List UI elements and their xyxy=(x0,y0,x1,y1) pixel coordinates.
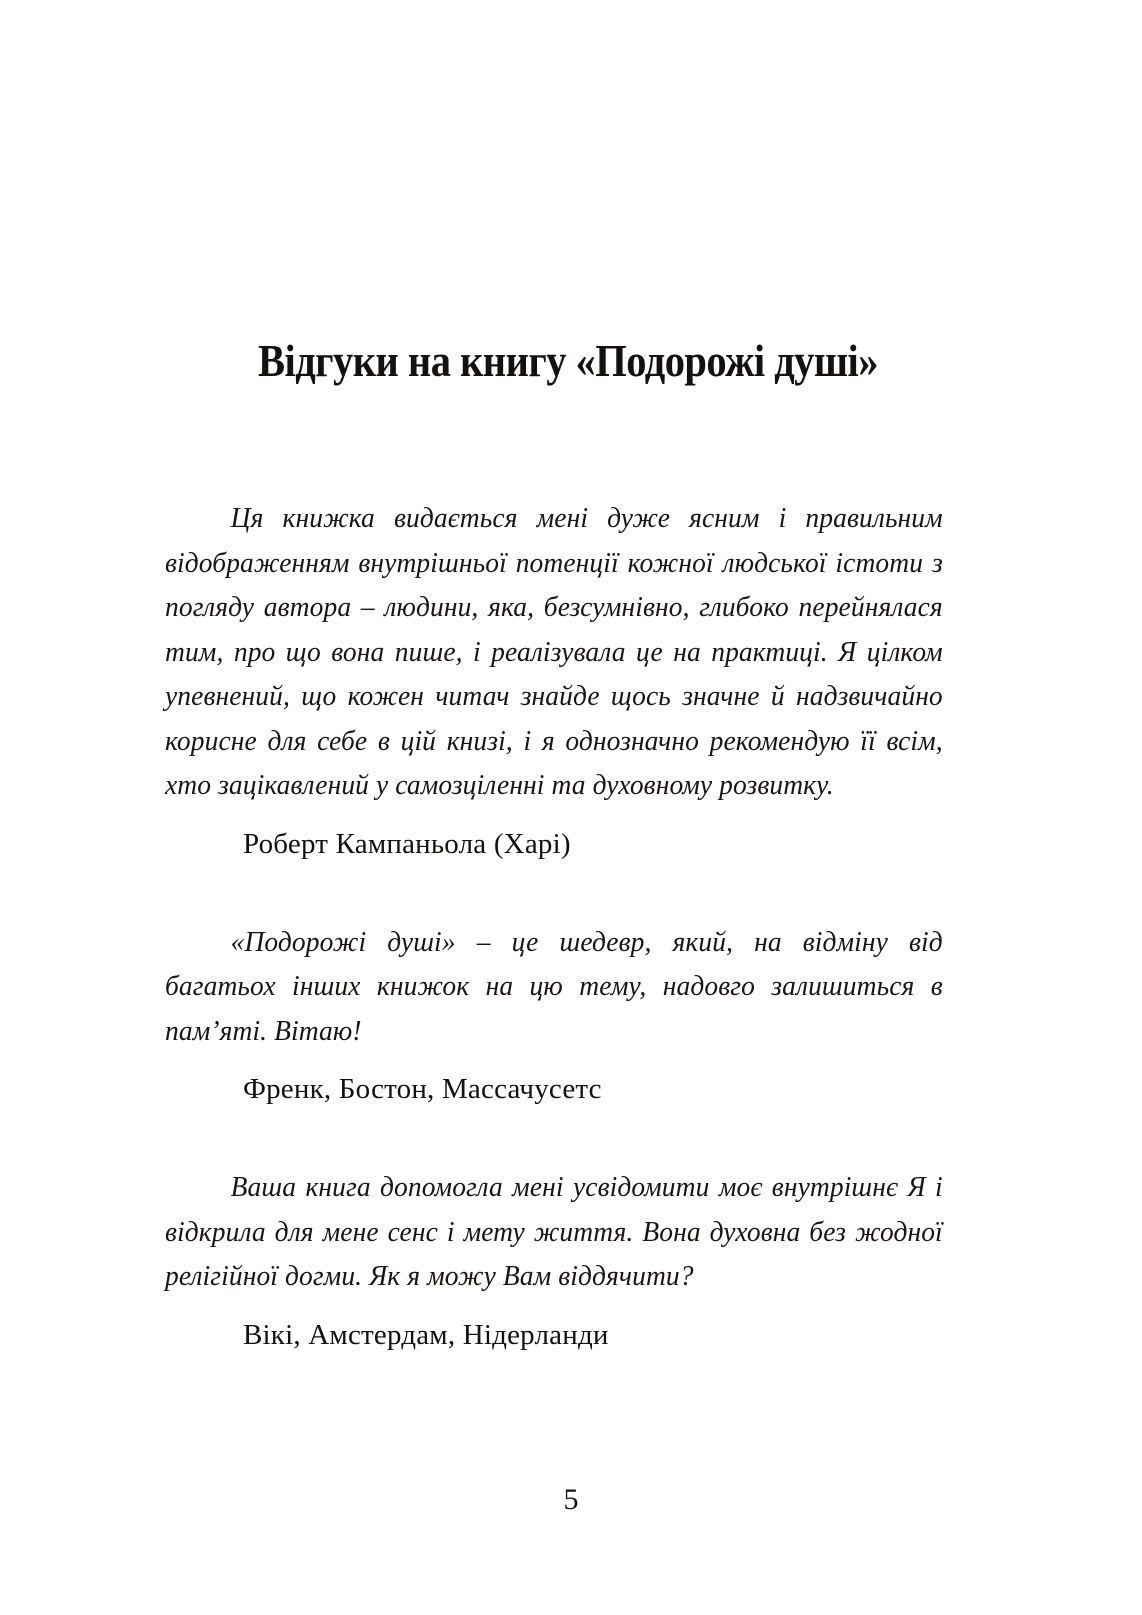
page-number: 5 xyxy=(563,1483,579,1516)
testimonial-attribution: Френк, Бостон, Массачусетс xyxy=(243,1073,602,1105)
testimonial-attribution: Вікі, Амстердам, Нідерланди xyxy=(243,1318,609,1351)
testimonial-attribution: Роберт Кампаньола (Харі) xyxy=(243,827,571,860)
testimonial-quote: Ваша книга допомогла мені усвідомити моє внутрішнє Я і відкрила для мене сенс і мету життя. Вона духовна без жодної релігійної догми. Як я можу Вам віддячити? xyxy=(165,1172,943,1292)
testimonials-list xyxy=(165,497,971,1356)
testimonial-item xyxy=(165,497,971,865)
testimonial-item xyxy=(165,1166,971,1356)
page-title: Відгуки на книгу «Подорожі душі» xyxy=(258,336,878,386)
testimonial-quote: «Подорожі душі» – це шедевр, який, на відміну від багатьох інших книжок на цю тему, надовго залишиться в пам’яті. Вітаю! xyxy=(165,926,943,1047)
testimonial-quote: Ця книжка видається мені дуже ясним і правильним відображенням внутрішньої потенції кожної людської істоти з погляду автора – людини, яка, безсумнівно, глибоко перейнялася тим, про що вона пише, і реалізувала це на практиці. Я цілком упевнений, що кожен читач знайде щось значне й надзвичайно корисне для себе в цій книзі, і я однозначно рекомендую її всім, хто зацікавлений у самозціленні та духовному розвитку. xyxy=(165,503,943,801)
testimonial-item xyxy=(165,921,971,1111)
